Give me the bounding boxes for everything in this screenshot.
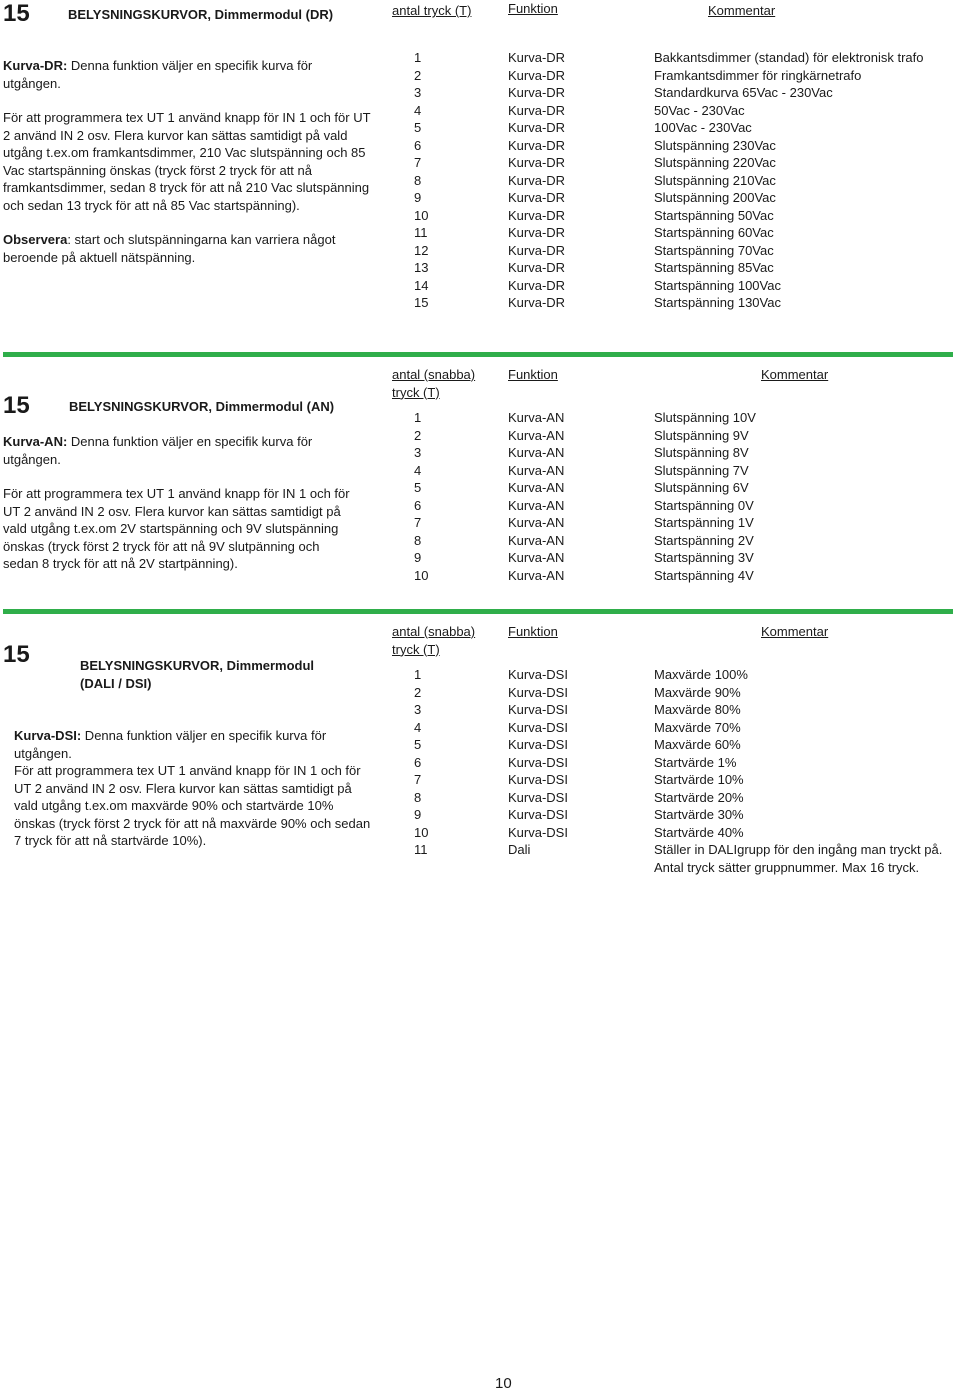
comment: Maxvärde 90% [654,684,741,700]
press-count: 4 [414,719,422,735]
observe-label: Observera [3,232,68,247]
press-count: 10 [414,824,429,840]
table-row [414,549,954,567]
table-row [414,567,954,585]
press-count: 15 [414,295,429,310]
table-row [414,497,954,515]
comment: Framkantsdimmer för ringkärnetrafo [654,67,862,83]
function-name: Kurva-DSI [508,824,568,840]
press-count: 8 [414,532,422,548]
function-name: Kurva-DR [508,172,566,188]
section-title-sub: (DALI / DSI) [80,676,152,691]
comment: Startvärde 40% [654,824,744,840]
header-function: Funktion [508,624,558,639]
press-count: 9 [414,550,422,565]
comment: Maxvärde 70% [654,719,741,735]
section-title: BELYSNINGSKURVOR, Dimmermodul (AN) [69,399,335,414]
table-row [414,666,954,684]
comment: 50Vac - 230Vac [654,102,745,118]
press-count: 7 [414,155,422,170]
header-comment: Kommentar [708,3,776,18]
function-name: Kurva-DSI [508,667,568,682]
comment: Startvärde 30% [654,807,744,822]
table-row [414,294,954,312]
press-count: 9 [414,807,422,822]
page-number: 10 [495,1375,512,1392]
comment: Maxvärde 80% [654,702,741,717]
table-row [414,224,954,242]
press-count: 12 [414,242,429,258]
function-name: Kurva-AN [508,550,565,565]
press-count: 10 [414,207,429,223]
comment: Maxvärde 100% [654,667,748,682]
function-name: Kurva-DR [508,67,566,83]
press-count: 4 [414,102,422,118]
comment: Slutspänning 200Vac [654,190,776,205]
comment: Slutspänning 220Vac [654,155,776,170]
description-paragraph: För att programmera tex UT 1 använd knapp för IN 1 och för UT 2 använd IN 2 osv. Flera kurvor kan sättas samtidigt på vald utgång t.ex.om framkantsdimmer, 210 Vac slutspänning och 85 Vac startspänning önskas (tryck först 2 tryck för att nå framkantsdimmer, sedan 8 tryck för att nå 210 Vac slutspänning och sedan 13 tryck för att nå 85 Vac startspänning). [3,110,371,213]
function-name: Kurva-DSI [508,719,568,735]
header-count: antal (snabba) tryck (T) [392,367,476,400]
function-name: Kurva-DR [508,50,566,65]
table-row [414,824,954,842]
function-name: Kurva-DR [508,137,566,153]
comment: Startvärde 20% [654,789,744,805]
comment: Startvärde 1% [654,754,737,770]
description-an [3,433,355,573]
section-number: 15 [3,641,30,668]
table-row [414,514,954,532]
press-count: 3 [414,85,422,100]
table-row [414,67,954,85]
table-row [414,427,954,445]
function-name: Kurva-DR [508,190,566,205]
press-count: 9 [414,190,422,205]
comment: Slutspänning 210Vac [654,172,776,188]
comment: Startspänning 130Vac [654,295,781,310]
function-name: Kurva-DR [508,225,566,240]
table-row [414,154,954,172]
press-count: 5 [414,120,422,135]
function-name: Kurva-DR [508,85,566,100]
function-name: Kurva-AN [508,567,565,583]
press-count: 6 [414,137,422,153]
table-row [414,119,954,137]
table-row [414,207,954,225]
comment: Startspänning 50Vac [654,207,774,223]
comment: Slutspänning 7V [654,462,749,478]
table-row [414,102,954,120]
press-count: 11 [414,225,428,240]
press-count: 2 [414,427,422,443]
table-row [414,84,954,102]
function-name: Kurva-DSI [508,684,568,700]
table-row [414,806,954,824]
table-row [414,259,954,277]
table-row [414,189,954,207]
header-count: antal tryck (T) [392,3,472,18]
comment: Ställer in DALIgrupp för den ingång man tryckt på. Antal tryck sätter gruppnummer. Max 16 tryck. [654,842,943,875]
press-count: 8 [414,172,422,188]
section-number: 15 [3,392,30,419]
table-row [414,789,954,807]
comment: 100Vac - 230Vac [654,120,752,135]
table-an [414,409,954,584]
table-row [414,684,954,702]
table-row [414,701,954,719]
table-row [414,736,954,754]
press-count: 1 [414,667,422,682]
comment: Startspänning 1V [654,515,754,530]
table-row [414,462,954,480]
function-name: Kurva-AN [508,410,565,425]
comment: Startspänning 70Vac [654,242,774,258]
header-function: Funktion [508,367,558,382]
function-name: Kurva-DSI [508,772,568,787]
table-row [414,277,954,295]
table-row [414,172,954,190]
function-name: Kurva-AN [508,462,565,478]
function-name: Kurva-AN [508,497,565,513]
description-paragraph: För att programmera tex UT 1 använd knapp för IN 1 och för UT 2 använd IN 2 osv. Flera kurvor kan sättas samtidigt på vald utgång t.ex.om 2V startspänning och 9V slutspänning önskas (tryck först 2 tryck för att nå 9V slutpänning och sedan 8 tryck för att nå 2V startpänning). [3,486,350,571]
table-row [414,532,954,550]
press-count: 2 [414,67,422,83]
comment: Startspänning 0V [654,497,754,513]
table-dr [414,49,954,312]
press-count: 3 [414,702,422,717]
description-label: Kurva-AN: [3,434,68,449]
function-name: Kurva-AN [508,427,565,443]
press-count: 3 [414,445,422,460]
comment: Slutspänning 9V [654,427,749,443]
press-count: 2 [414,684,422,700]
function-name: Kurva-DR [508,155,566,170]
comment: Startspänning 100Vac [654,277,781,293]
observe-text: : start och slutspänningarna kan varriera något beroende på aktuell nätspänning. [3,232,336,265]
press-count: 14 [414,277,429,293]
header-function: Funktion [508,1,558,16]
table-row [414,409,954,427]
description-text: Denna funktion väljer en specifik kurva för utgången. [3,58,313,91]
press-count: 1 [414,410,422,425]
comment: Slutspänning 230Vac [654,137,776,153]
table-row [414,719,954,737]
comment: Startspänning 2V [654,532,754,548]
description-label: Kurva-DR: [3,58,68,73]
header-comment: Kommentar [761,367,829,382]
function-name: Kurva-DR [508,242,566,258]
section-title: BELYSNINGSKURVOR, Dimmermodul (DR) [68,7,334,22]
table-row [414,771,954,789]
table-row [414,444,954,462]
press-count: 1 [414,50,422,65]
comment: Slutspänning 10V [654,410,756,425]
function-name: Kurva-DR [508,102,566,118]
table-row [414,841,954,875]
function-name: Kurva-DR [508,207,566,223]
comment: Startspänning 60Vac [654,225,774,240]
description-dsi [14,727,378,850]
function-name: Kurva-DR [508,260,566,275]
section-divider [3,352,953,357]
press-count: 5 [414,480,422,495]
header-count: antal (snabba) tryck (T) [392,624,476,657]
section-title: BELYSNINGSKURVOR, Dimmermodul [80,658,315,673]
function-name: Kurva-DSI [508,737,568,752]
function-name: Kurva-AN [508,445,565,460]
description-paragraph: För att programmera tex UT 1 använd knapp för IN 1 och för UT 2 använd IN 2 osv. Flera kurvor kan sättas samtidigt på vald utgång t.ex.om maxvärde 90% och startvärde 10% önskas (tryck först 2 tryck för att nå maxvärde 90% och sedan 7 tryck för att nå startvärde 10%). [14,763,371,848]
comment: Startspänning 85Vac [654,260,774,275]
table-dsi [414,666,954,875]
table-row [414,754,954,772]
table-row [414,242,954,260]
function-name: Kurva-DSI [508,789,568,805]
press-count: 6 [414,497,422,513]
section-divider [3,609,953,614]
comment: Standardkurva 65Vac - 230Vac [654,85,833,100]
press-count: 6 [414,754,422,770]
function-name: Dali [508,842,531,857]
press-count: 7 [414,772,422,787]
function-name: Kurva-DSI [508,754,568,770]
comment: Maxvärde 60% [654,737,741,752]
table-row [414,479,954,497]
header-comment: Kommentar [761,624,829,639]
comment: Bakkantsdimmer (standad) för elektronisk trafo [654,50,924,65]
function-name: Kurva-DR [508,120,566,135]
function-name: Kurva-AN [508,532,565,548]
function-name: Kurva-DSI [508,807,568,822]
table-row [414,137,954,155]
comment: Startvärde 10% [654,772,744,787]
comment: Slutspänning 6V [654,480,749,495]
table-row [414,49,954,67]
press-count: 8 [414,789,422,805]
comment: Startspänning 3V [654,550,754,565]
function-name: Kurva-AN [508,515,565,530]
description-label: Kurva-DSI: [14,728,82,743]
section-number: 15 [3,0,30,27]
function-name: Kurva-DR [508,277,566,293]
press-count: 7 [414,515,422,530]
description-dr [3,57,371,266]
function-name: Kurva-DR [508,295,566,310]
description-text: Denna funktion väljer en specifik kurva för utgången. [14,728,327,761]
comment: Startspänning 4V [654,567,754,583]
function-name: Kurva-AN [508,480,565,495]
press-count: 4 [414,462,422,478]
press-count: 13 [414,260,429,275]
press-count: 11 [414,842,428,857]
description-text: Denna funktion väljer en specifik kurva för utgången. [3,434,313,467]
press-count: 10 [414,567,429,583]
function-name: Kurva-DSI [508,702,568,717]
press-count: 5 [414,737,422,752]
comment: Slutspänning 8V [654,445,749,460]
